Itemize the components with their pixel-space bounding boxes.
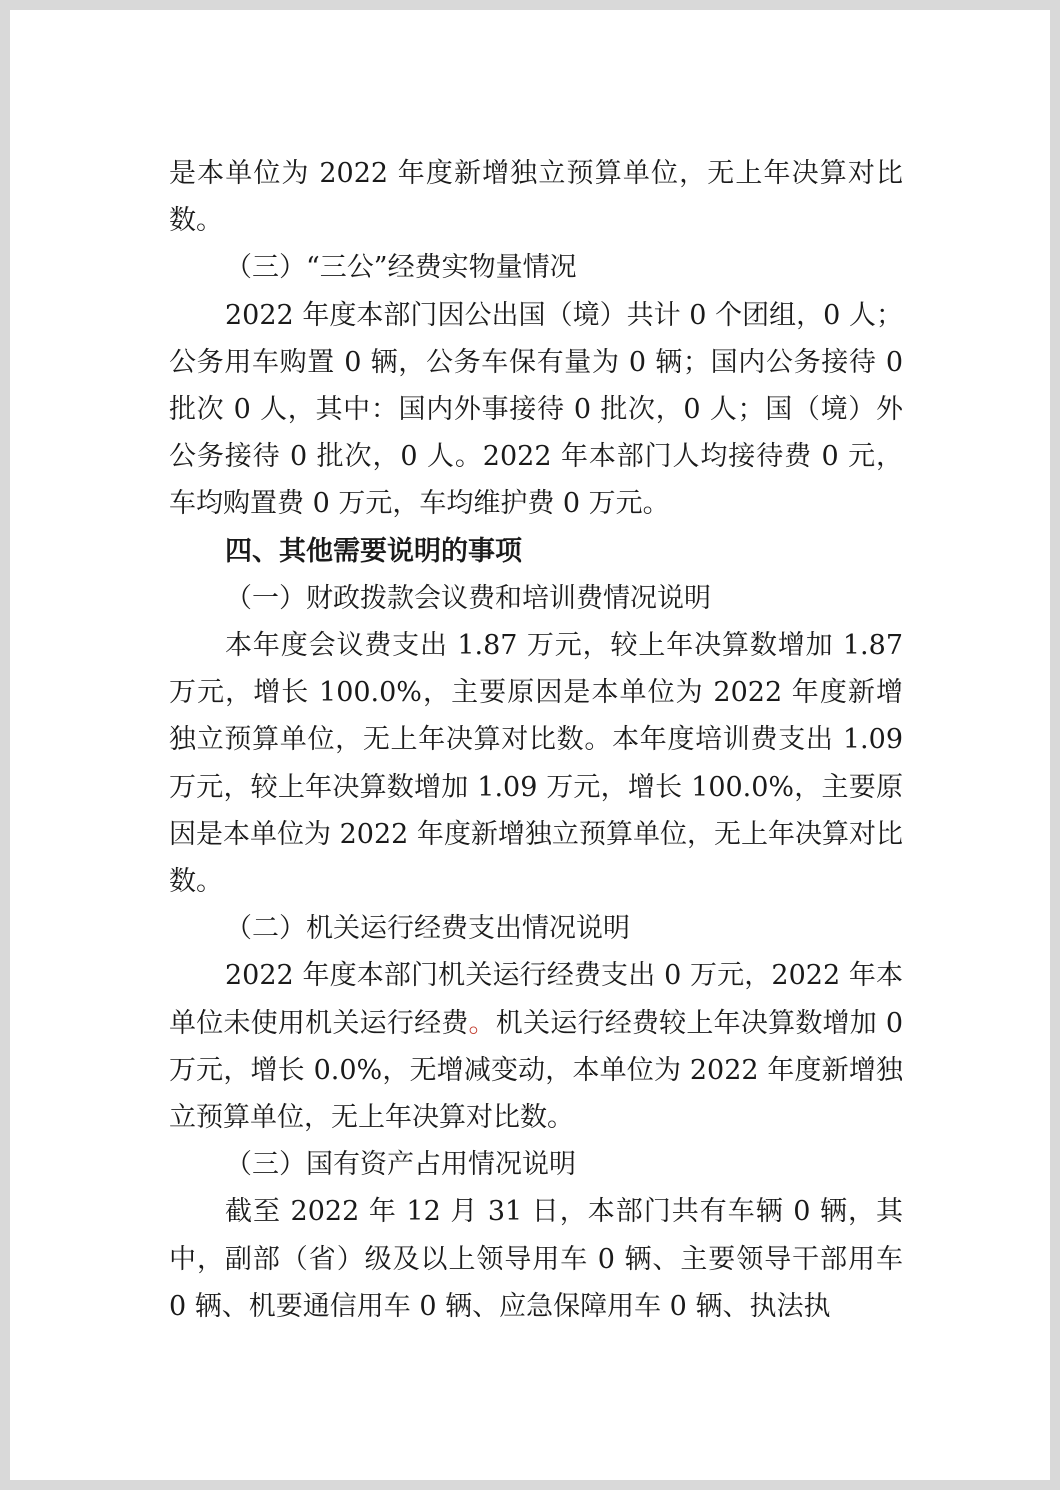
document-body (169, 150, 903, 1330)
heading-meeting-training: （一）财政拨款会议费和培训费情况说明 (225, 582, 711, 614)
red-period-mark: 。 (468, 1007, 496, 1039)
paragraph-meeting-training: 本年度会议费支出 1.87 万元，较上年决算数增加 1.87 万元，增长 100.0%，主要原因是本单位为 2022 年度新增独立预算单位，无上年决算对比数。本年度培训费支出 1.09 万元，较上年决算数增加 1.09 万元，增长 100.0%，主要原因是本单位为 2022 年度新增独立预算单位，无上年决算对比数。 (169, 630, 903, 898)
heading-state-assets: （三）国有资产占用情况说明 (225, 1149, 576, 1181)
operation-text-part-b: 机关运行经费较上年决算数增加 0 万元，增长 0.0%，无增减变动，本单位为 2022 年度新增独立预算单位，无上年决算对比数。 (169, 1007, 904, 1134)
heading-operation-funds: （二）机关运行经费支出情况说明 (225, 913, 630, 945)
paragraph-state-assets: 截至 2022 年 12 月 31 日，本部门共有车辆 0 辆，其中，副部（省）级及以上领导用车 0 辆、主要领导干部用车 0 辆、机要通信用车 0 辆、应急保障用车 0 辆、执法执 (169, 1196, 903, 1322)
document-page (10, 10, 1050, 1480)
heading-other-matters: 四、其他需要说明的事项 (225, 535, 522, 567)
operation-text-part-a: 2022 年度本部门机关运行经费支出 0 万元，2022 年本单位未使用机关运行经费 (169, 960, 903, 1039)
paragraph-operation-funds (169, 952, 903, 1141)
paragraph-continuation: 是本单位为 2022 年度新增独立预算单位，无上年决算对比数。 (169, 158, 903, 237)
heading-sangong-quantity: （三）“三公”经费实物量情况 (225, 252, 577, 284)
paragraph-sangong-quantity: 2022 年度本部门因公出国（境）共计 0 个团组，0 人；公务用车购置 0 辆，公务车保有量为 0 辆；国内公务接待 0 批次 0 人，其中：国内外事接待 0 批次，0 人；国（境）外公务接待 0 批次，0 人。2022 年本部门人均接待费 0 元，车均购置费 0 万元，车均维护费 0 万元。 (169, 299, 903, 520)
